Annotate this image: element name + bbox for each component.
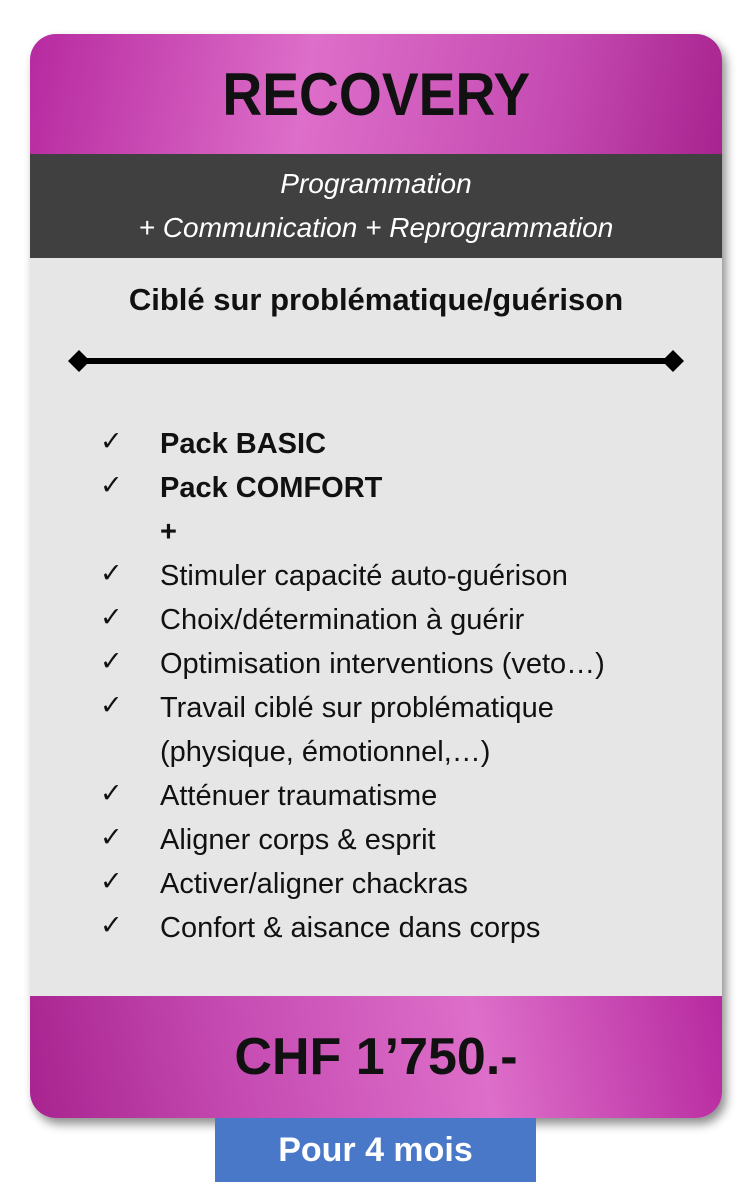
feature-text: Stimuler capacité auto-guérison xyxy=(160,560,568,592)
checkmark-icon: ✓ xyxy=(100,910,123,941)
feature-list xyxy=(100,422,700,950)
divider-line xyxy=(68,350,684,372)
list-item xyxy=(100,466,700,510)
pricing-card xyxy=(30,34,722,1118)
feature-text: + xyxy=(160,516,177,548)
feature-text: (physique, émotionnel,…) xyxy=(160,736,491,768)
checkmark-icon: ✓ xyxy=(100,690,123,721)
focus-heading: Ciblé sur problématique/guérison xyxy=(128,282,624,317)
feature-text: Travail ciblé sur problématique xyxy=(160,692,554,724)
feature-text: Aligner corps & esprit xyxy=(160,824,436,856)
duration-badge: Pour 4 mois xyxy=(215,1118,536,1182)
divider-diamond-left xyxy=(68,350,90,372)
checkmark-icon: ✓ xyxy=(100,778,123,809)
list-item xyxy=(100,686,700,730)
list-item xyxy=(100,906,700,950)
checkmark-icon: ✓ xyxy=(100,602,123,633)
feature-text: Confort & aisance dans corps xyxy=(160,912,541,944)
card-header xyxy=(30,34,722,154)
list-item xyxy=(100,422,700,466)
list-item xyxy=(100,510,700,554)
subtitle-line-2: + Communication + Reprogrammation xyxy=(138,212,614,243)
divider-diamond-right xyxy=(662,350,684,372)
checkmark-icon: ✓ xyxy=(100,470,123,501)
list-item xyxy=(100,774,700,818)
list-item xyxy=(100,862,700,906)
list-item xyxy=(100,598,700,642)
feature-text: Optimisation interventions (veto…) xyxy=(160,648,605,680)
price-label: CHF 1’750.- xyxy=(234,1028,518,1086)
feature-text: Choix/détermination à guérir xyxy=(160,604,525,636)
feature-text: Pack BASIC xyxy=(160,428,327,460)
feature-text: Pack COMFORT xyxy=(160,472,383,504)
list-item xyxy=(100,730,700,774)
feature-text: Activer/aligner chackras xyxy=(160,868,468,900)
checkmark-icon: ✓ xyxy=(100,426,123,457)
price-footer xyxy=(30,996,722,1118)
checkmark-icon: ✓ xyxy=(100,822,123,853)
checkmark-icon xyxy=(100,510,130,554)
list-item xyxy=(100,818,700,862)
subtitle-band xyxy=(30,154,722,258)
feature-text: Atténuer traumatisme xyxy=(160,780,438,812)
plan-title: RECOVERY xyxy=(222,60,530,128)
checkmark-icon xyxy=(100,730,130,774)
checkmark-icon: ✓ xyxy=(100,866,123,897)
checkmark-icon: ✓ xyxy=(100,558,123,589)
subtitle-line-1: Programmation xyxy=(280,168,472,199)
list-item xyxy=(100,642,700,686)
list-item xyxy=(100,554,700,598)
checkmark-icon: ✓ xyxy=(100,646,123,677)
